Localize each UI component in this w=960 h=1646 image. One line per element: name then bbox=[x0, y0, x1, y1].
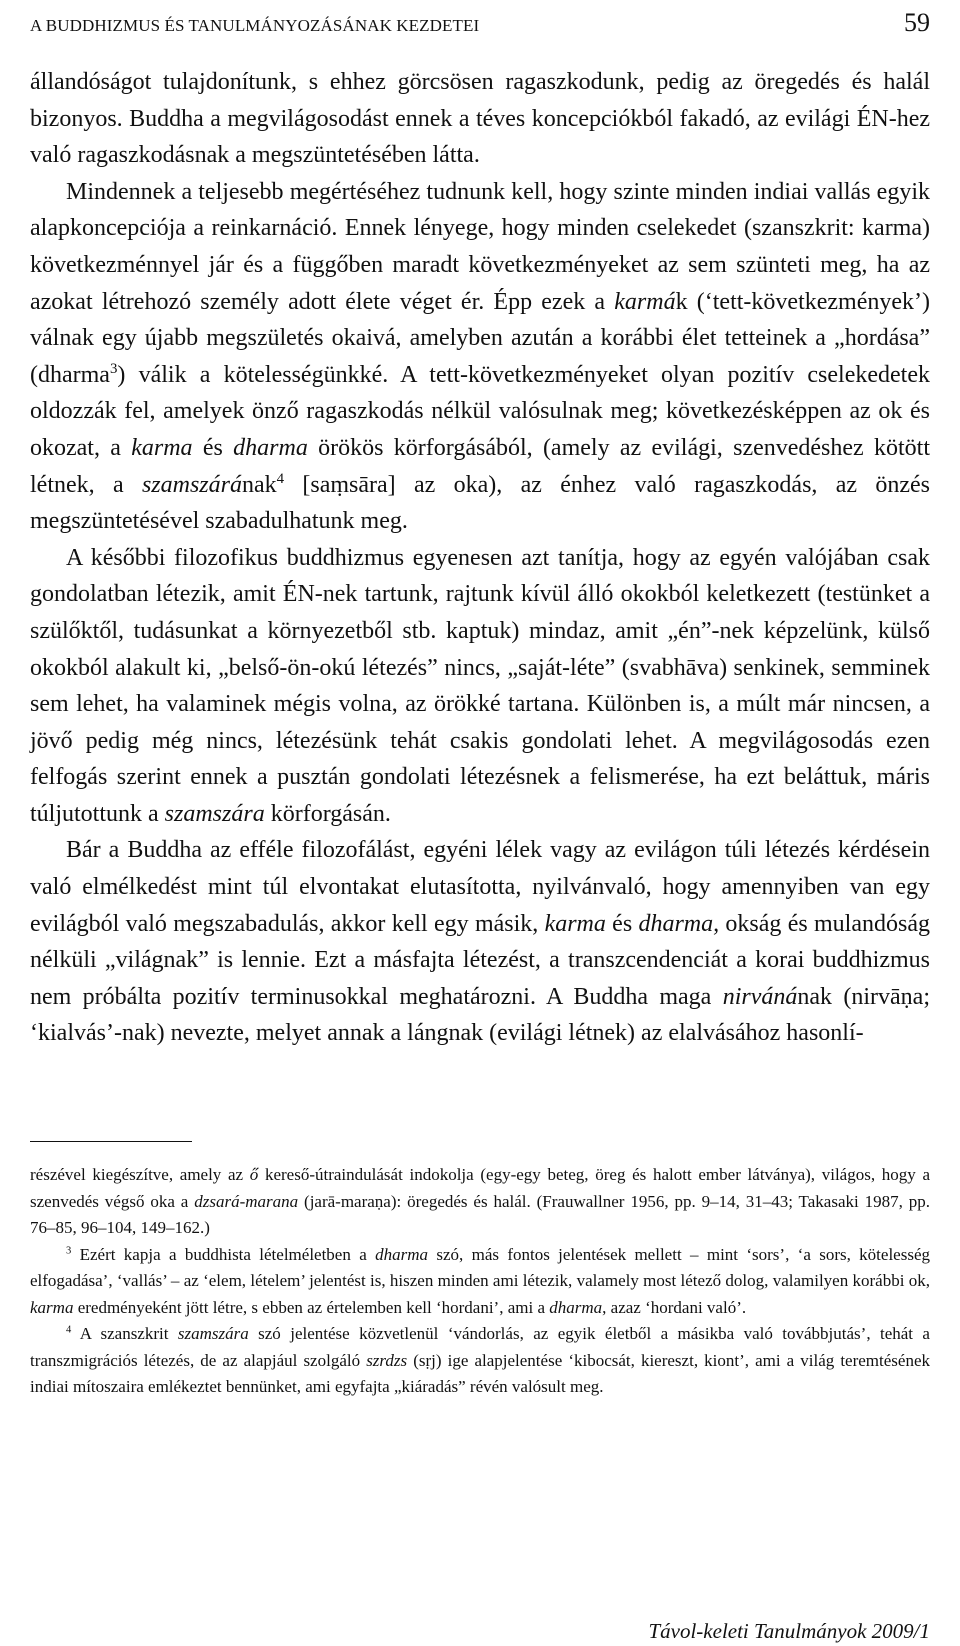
text-run: részével kiegészítve, amely az bbox=[30, 1165, 250, 1184]
text-run: (jarā-maraṇa): öregedés és halál. (Frauwallner 1956, pp. 9–14, 31–43; Takasaki 1987, pp. 76–85, 96–104, 149–162.) bbox=[30, 1191, 931, 1237]
footnote-number: 4 bbox=[66, 1324, 72, 1336]
text-run: , azaz ‘hordani való’. bbox=[602, 1297, 747, 1317]
text-run: körforgásán. bbox=[264, 800, 391, 827]
text-run: és bbox=[192, 434, 234, 461]
text-run: szó, más fontos jelentések mellett – mint ‘sors’, ‘a sors, kötelesség elfogadása’, ‘vallás’ – az ‘elem, lételem’ jelentést is, hiszen minden ami létezik, valamely most létező dolog, valamilyen korábbi ok, bbox=[30, 1244, 930, 1290]
text-run: eredményeként jött létre, s ebben az értelemben kell ‘hordani’, ami a bbox=[73, 1297, 550, 1317]
footnote-ref-4[interactable]: 4 bbox=[276, 470, 285, 487]
footnote-ref-3[interactable]: 3 bbox=[109, 360, 118, 377]
italic-term: szamszára bbox=[164, 800, 265, 827]
italic-term: szamszárá bbox=[141, 471, 242, 498]
italic-term: szrdzs bbox=[366, 1350, 408, 1370]
footnote-separator bbox=[30, 1141, 192, 1142]
paragraph-2 bbox=[30, 174, 930, 540]
text-run: Mindennek a teljesebb megértéséhez tudnunk kell, hogy szinte minden indiai vallás egyik alapkoncepciója a reinkarnáció. Ennek lényege, hogy minden cselekedet (szanszkrit: karma) következménnyel jár és a függőben maradt következményeket az sem szünteti meg, ha az azokat létrehozó személy adott élete véget ér. Épp ezek a bbox=[30, 178, 930, 315]
italic-term: dharma bbox=[549, 1297, 603, 1317]
italic-term: nirváná bbox=[722, 983, 798, 1010]
text-run: (sṛj) ige alapjelentése ‘kibocsát, kiereszt, kiont’, ami a világ teremtésének indiai mítoszaira emlékeztet bennünket, ami egyfajta „kiáradás” révén valósult meg. bbox=[30, 1350, 931, 1396]
text-run: k (‘tett-következmények’) válnak egy újabb megszületés okaivá, amelyben azután a korábbi élet tetteinek a „hordása” (dharma bbox=[30, 288, 930, 388]
italic-term: karma bbox=[544, 910, 606, 937]
text-run: A szanszkrit bbox=[71, 1324, 178, 1343]
italic-term: karmá bbox=[614, 288, 676, 315]
text-run: Bár a Buddha az efféle filozofálást, egyéni lélek vagy az evilágon túli létezés kérdésein való elmélkedést mint túl elvontakat elutasította, nyilvánvaló, hogy amennyiben van egy evilágból való megszabadulás, akkor kell egy másik, bbox=[30, 837, 930, 937]
footnote-continued bbox=[30, 1162, 930, 1242]
running-header bbox=[30, 0, 930, 36]
text-run: nak bbox=[241, 471, 277, 498]
italic-term: dharma bbox=[375, 1244, 428, 1264]
footnote-3 bbox=[30, 1242, 930, 1322]
text-run: ) válik a kötelességünkké. A tett-következményeket olyan pozitív cselekedetek oldozzák fel, amelyek önző ragaszkodás nélkül valósulnak meg; következésképpen az ok és okozat, a bbox=[30, 361, 930, 461]
text-run: örökös körforgásából, (amely az evilági, szenvedéshez kötött létnek, a bbox=[30, 434, 931, 498]
text-run: állandóságot tulajdonítunk, s ehhez görcsösen ragaszkodunk, pedig az öregedés és halál bizonyos. Buddha a megvilágosodást ennek a téves koncepciókból fakadó, az evilági ÉN-hez való ragaszkodásnak a megszüntetésében látta. bbox=[30, 69, 930, 169]
text-run: szó jelentése közvetlenül ‘vándorlás, az egyik életből a másikba való továbbjutás’, tehát a transzmigrációs létezés, de az alapjául szolgáló bbox=[30, 1324, 930, 1370]
journal-footer: Távol-keleti Tanulmányok 2009/1 bbox=[648, 1619, 930, 1643]
text-run: és bbox=[605, 910, 639, 937]
footnote-4 bbox=[30, 1321, 930, 1401]
page-number: 59 bbox=[904, 8, 930, 37]
italic-term: karma bbox=[131, 434, 193, 461]
text-run: A későbbi filozofikus buddhizmus egyenesen azt tanítja, hogy az egyén valójában csak gondolatban létezik, amit ÉN-nek tartunk, rajtunk kívül álló okokból keletkezett (testünket a szülőktől, tudásunkat a környezetből stb. kaptuk) mindaz, amit „én”-nek képzelünk, külső okokból alakult ki, „belső-ön-okú létezés” nincs, „saját-léte” (svabhāva) senkinek, semminek sem lehet, ha valaminek mégis volna, az örökké tartana. Különben is, a múlt már nincsen, a jövő pedig még nincs, létezésünk tehát csakis gondolati lehet. A megvilágosodás ezen felfogás szerint ennek a pusztán gondolati létezésnek a felismerése, ha ezt beláttuk, máris túljutottunk a bbox=[30, 544, 930, 827]
footnote-number: 3 bbox=[66, 1244, 72, 1256]
text-run: nak (nirvāṇa; ‘kialvás’-nak) nevezte, melyet annak a lángnak (evilági létnek) az elalvásához hasonlí- bbox=[30, 983, 930, 1047]
italic-term: dharma bbox=[233, 434, 308, 461]
italic-term: dharma, bbox=[638, 910, 720, 937]
paragraph-3 bbox=[30, 540, 930, 833]
main-text bbox=[30, 64, 930, 1052]
footnotes bbox=[30, 1162, 930, 1401]
italic-term: szamszára bbox=[177, 1324, 249, 1343]
text-run: kereső-útraindulását indokolja (egy-egy beteg, öreg és halott ember látványa), világos, hogy a szenvedés végső oka a bbox=[30, 1165, 930, 1211]
italic-term: dzsará-marana bbox=[194, 1191, 299, 1211]
text-run: [saṃsāra] az oka), az énhez való ragaszkodás, az önzés megszüntetésével szabadulhatunk meg. bbox=[30, 471, 930, 535]
paragraph-1 bbox=[30, 64, 930, 174]
italic-term: ő bbox=[249, 1165, 259, 1184]
italic-term: karma bbox=[30, 1297, 74, 1317]
text-run: okság és mulandóság nélküli „világnak” is lennie. Ezt a másfajta létezést, a transzcendenciát a korai buddhizmus nem próbálta pozitív terminusokkal meghatározni. A Buddha maga bbox=[30, 910, 930, 1010]
paragraph-4 bbox=[30, 832, 930, 1052]
text-run: Ezért kapja a buddhista lételméletben a bbox=[71, 1244, 376, 1264]
running-head-title: A BUDDHIZMUS ÉS TANULMÁNYOZÁSÁNAK KEZDETEI bbox=[30, 16, 480, 35]
